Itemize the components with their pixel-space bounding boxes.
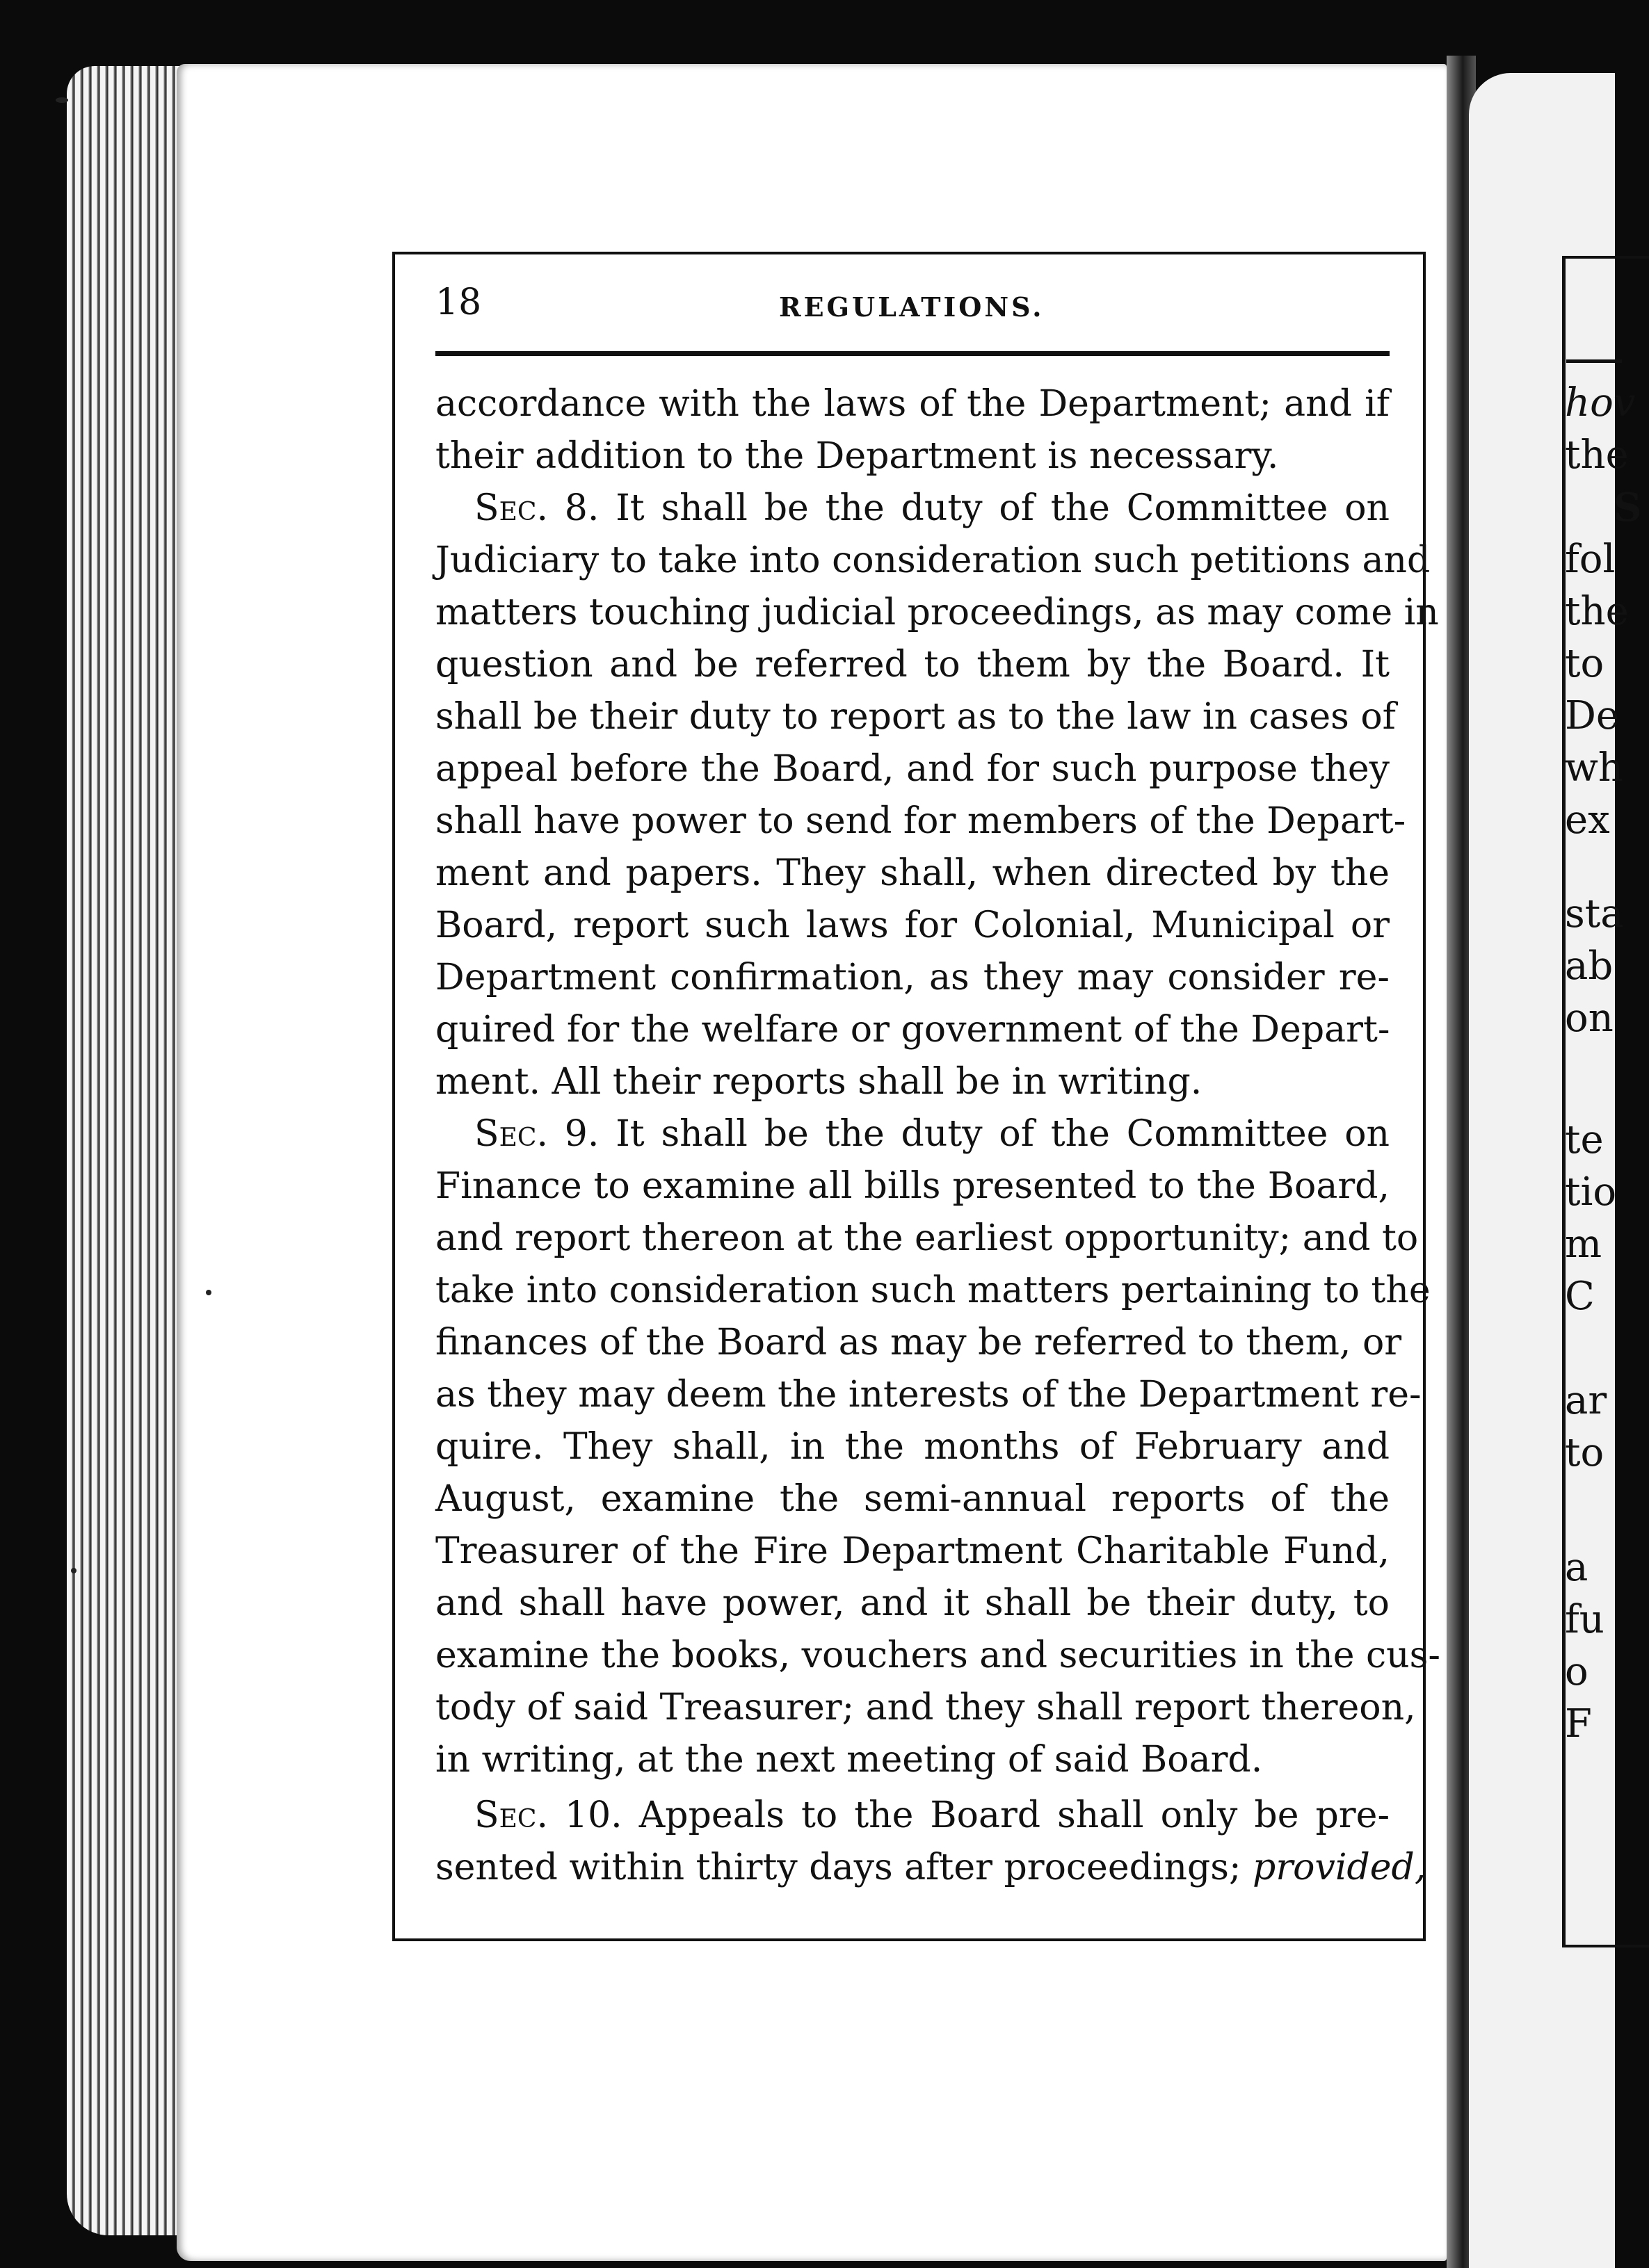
text-line: in writing, at the next meeting of said Board. [435,1739,1263,1781]
text-line: quire. They shall, in the months of February and [435,1426,1390,1468]
text-line: as they may deem the interests of the Department re- [435,1374,1422,1416]
text-line: question and be referred to them by the Board. It [435,644,1390,686]
italic-word: provided, [1253,1847,1426,1888]
page-number: 18 [435,282,482,323]
text-line: Board, report such laws for Colonial, Municipal or [435,905,1390,946]
facing-fragment: fu [1565,1597,1604,1642]
facing-fragment: a [1565,1545,1588,1590]
facing-fragment: sta [1565,891,1624,937]
facing-fragment: tio [1565,1169,1617,1215]
facing-fragment: to [1565,641,1604,686]
text-line: accordance with the laws of the Department; and if [435,383,1390,425]
text-line: Sec. 10. Appeals to the Board shall only be pre- [474,1795,1390,1836]
facing-fragment: F [1565,1701,1592,1747]
text-line: Finance to examine all bills presented to the Board, [435,1165,1390,1207]
facing-fragment: ab [1565,943,1614,989]
facing-fragment: o [1565,1649,1588,1694]
facing-fragment: te [1565,1117,1604,1163]
text-line: and report thereon at the earliest opportunity; and to [435,1217,1419,1259]
scan-speck [56,97,68,103]
text-line: Sec. 8. It shall be the duty of the Committee on [474,487,1390,529]
facing-fragment: wh [1565,745,1623,791]
text-line: finances of the Board as may be referred to them, or [435,1322,1402,1363]
text-line: quired for the welfare or government of the Depart- [435,1009,1390,1051]
text-line: August, examine the semi-annual reports of the [435,1478,1390,1520]
facing-fragment: ex [1565,797,1610,843]
text-line: ment. All their reports shall be in writing. [435,1061,1202,1103]
facing-fragment: ar [1565,1378,1607,1423]
facing-fragment: the [1565,589,1629,634]
text-line: their addition to the Department is necessary. [435,435,1279,477]
text-line: Sec. 9. It shall be the duty of the Committee on [474,1113,1390,1155]
text-line: matters touching judicial proceedings, as may come in [435,592,1439,633]
text-line: ment and papers. They shall, when directed by the [435,852,1390,894]
text-line: shall be their duty to report as to the law in cases of [435,696,1396,738]
running-head: REGULATIONS. [779,291,1045,323]
facing-page-rule [1566,359,1622,363]
facing-fragment: C [1565,1274,1595,1319]
facing-fragment: on [1565,996,1614,1041]
facing-fragment: m [1565,1222,1602,1267]
text-line: examine the books, vouchers and securities in the cus- [435,1635,1440,1676]
text-line: tody of said Treasurer; and they shall report thereon, [435,1687,1416,1728]
text-line: Treasurer of the Fire Department Charitable Fund, [435,1530,1390,1572]
text-line: Department confirmation, as they may consider re- [435,957,1390,998]
text-line: appeal before the Board, and for such purpose they [435,748,1390,790]
section-label: Sec. 8. [474,487,600,529]
facing-fragment: De [1565,693,1620,738]
text-line: take into consideration such matters pertaining to the [435,1270,1431,1311]
text-line: sented within thirty days after proceedings; provided, [435,1847,1426,1888]
facing-fragment: fol [1565,537,1616,582]
text-line: shall have power to send for members of the Depart- [435,800,1406,842]
section-label: Sec. 9. [474,1113,600,1155]
section-label: Sec. 10. [474,1795,622,1836]
header-rule [435,351,1390,356]
text-line: and shall have power, and it shall be their duty, to [435,1582,1390,1624]
facing-fragment: to [1565,1430,1604,1475]
text-line: Judiciary to take into consideration such petitions and [435,540,1431,581]
scan-speck [71,1568,77,1573]
facing-fragment: the [1565,432,1629,478]
facing-fragment: hov [1565,380,1636,426]
scan-speck [206,1290,211,1295]
facing-fragment: S [1614,485,1642,530]
